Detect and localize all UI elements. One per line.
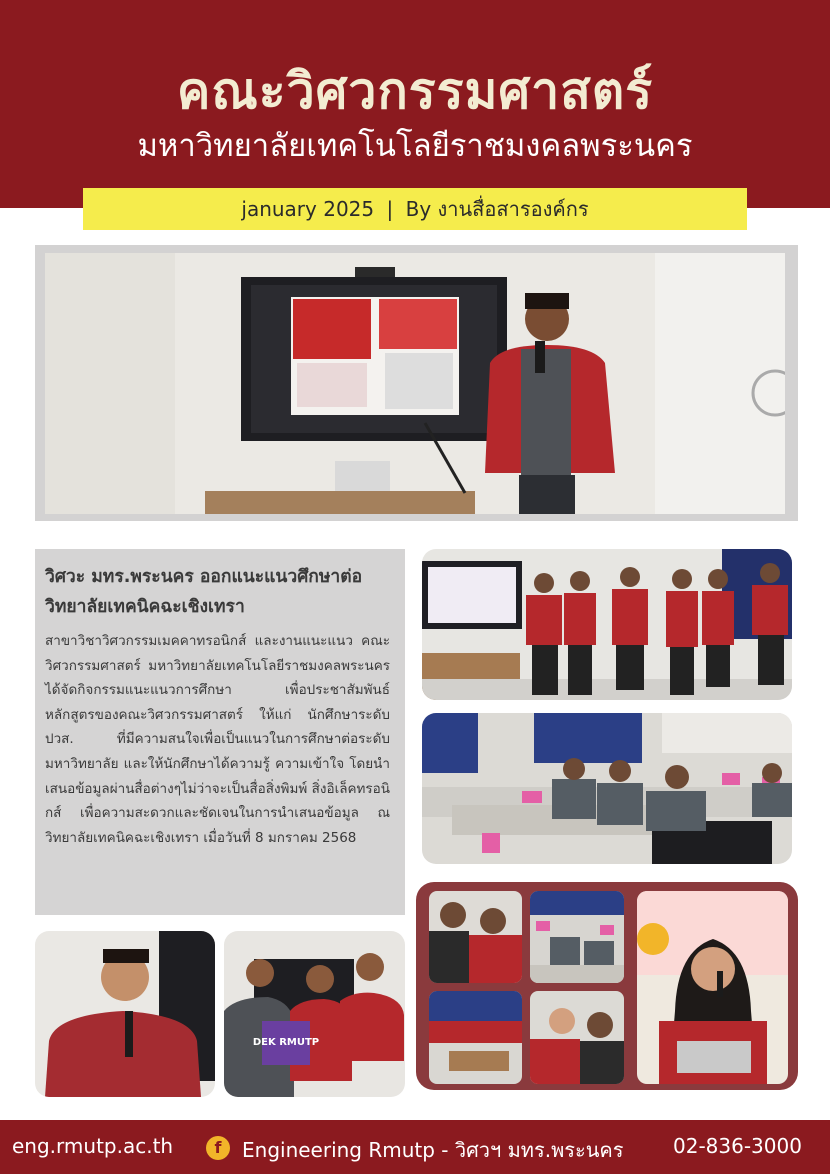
page-title: คณะวิศวกรรมศาสตร์: [176, 62, 654, 120]
collage-photo-2: [530, 891, 624, 983]
footer-facebook[interactable]: Engineering Rmutp - วิศวฯ มทร.พระนคร: [242, 1138, 624, 1162]
article-title: วิศวะ มทร.พระนคร ออกแนะแนวศึกษาต่อ วิทยาลัยเทคนิคฉะเชิงเทรา: [45, 567, 363, 617]
collage-photo-1: [429, 891, 522, 983]
collage-photo-3: [429, 991, 522, 1084]
footer-phone[interactable]: 02-836-3000: [673, 1134, 802, 1158]
page-subtitle: มหาวิทยาลัยเทคโนโลยีราชมงคลพระนคร: [137, 128, 693, 164]
collage-photo-speaker: [637, 891, 788, 1084]
footer: [0, 1120, 830, 1174]
publish-date: january 2025: [241, 197, 375, 221]
footer-website[interactable]: eng.rmutp.ac.th: [12, 1134, 174, 1158]
students-seated-photo: [422, 713, 792, 864]
bag-logo-text: DEK RMUTP: [252, 1037, 320, 1048]
separator: |: [386, 197, 394, 221]
collage-photo-4: [530, 991, 624, 1084]
hero-photo: [45, 253, 785, 514]
facebook-icon: f: [206, 1136, 230, 1160]
gift-handover-photo: [224, 931, 405, 1097]
group-presenting-photo: [422, 549, 792, 700]
article-body: สาขาวิชาวิศวกรรมเมคคาทรอนิกส์ และงานแนะแนว คณะวิศวกรรมศาสตร์ มหาวิทยาลัยเทคโนโลยีราชมงคลพระนคร ได้จัดกิจกรรมแนะแนวการศึกษา เพื่อประชาสัมพันธ์หลักสูตรของคณะวิศวกรรมศาสตร์ ให้แก่ นักศึกษาระดับ ปวส. ที่มีความสนใจเพื่อเป็นแนวในการศึกษาต่อระดับมหาวิทยาลัย และให้นักศึกษาได้ความรู้ ความเข้าใจ โดยนำเสนอข้อมูลผ่านสื่อต่างๆไม่ว่าจะเป็นสื่อสิ่งพิมพ์ สิ่งอิเล็คทรอนิกส์ เพื่อความสะดวกและชัดเจนในการนำเสนอข้อมูล ณ วิทยาลัยเทคนิคฉะเชิงเทรา เมื่อวันที่ 8 มกราคม 2568: [45, 633, 390, 846]
author: By งานสื่อสารองค์กร: [405, 197, 589, 221]
speaker-photo: [35, 931, 215, 1097]
date-author-bar: [83, 188, 747, 230]
